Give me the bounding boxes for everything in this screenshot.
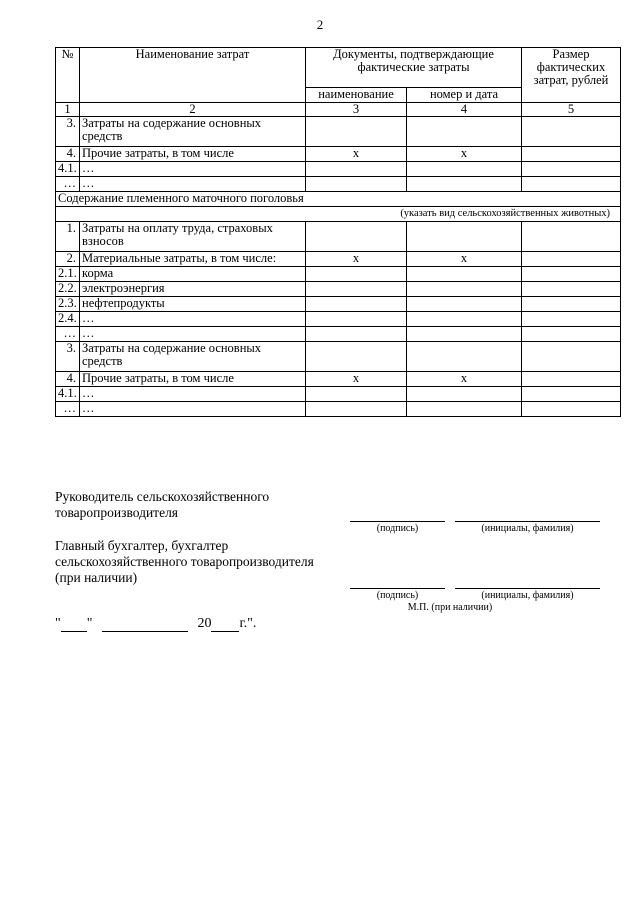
cost-name-cell: … [80, 312, 306, 327]
section-note: (указать вид сельскохозяйственных животных) [56, 207, 621, 222]
document-name-cell [306, 312, 407, 327]
document-number-date-cell: х [407, 252, 522, 267]
date-day-blank [61, 617, 87, 632]
accountant-signature-caption: (подпись) [376, 590, 419, 601]
row-number-cell: … [56, 177, 80, 192]
cost-name-cell: Затраты на содержание основных средств [80, 342, 306, 372]
column-number-5: 5 [522, 103, 621, 117]
amount-cell [522, 267, 621, 282]
column-number-1: 1 [56, 103, 80, 117]
column-number-3: 3 [306, 103, 407, 117]
document-name-cell [306, 282, 407, 297]
table-row [56, 147, 621, 162]
date-month-blank [102, 617, 188, 632]
document-name-cell: х [306, 252, 407, 267]
head-name-line [455, 521, 600, 522]
document-number-date-cell [407, 297, 522, 312]
cost-name-cell: … [80, 177, 306, 192]
amount-cell [522, 402, 621, 417]
cost-name-cell: Прочие затраты, в том числе [80, 372, 306, 387]
row-number-cell: 4.1. [56, 387, 80, 402]
row-number-cell: … [56, 327, 80, 342]
column-number-row [56, 103, 621, 117]
stamp-caption: М.П. (при наличии) [407, 602, 493, 613]
document-name-cell [306, 162, 407, 177]
header-cost-name: Наименование затрат [80, 48, 306, 103]
row-number-cell: 4.1. [56, 162, 80, 177]
table-row [56, 222, 621, 252]
row-number-cell: 3. [56, 342, 80, 372]
head-title-line1: Руководитель сельскохозяйственного [55, 489, 270, 504]
date-quote-open: " [55, 616, 61, 631]
document-number-date-cell [407, 402, 522, 417]
accountant-title-line3: (при наличии) [55, 570, 138, 585]
date-line [55, 616, 256, 632]
document-name-cell [306, 327, 407, 342]
accountant-title-line1: Главный бухгалтер, бухгалтер [55, 538, 229, 553]
cost-name-cell: … [80, 327, 306, 342]
document-number-date-cell [407, 342, 522, 372]
section-title-row [56, 192, 621, 207]
amount-cell [522, 282, 621, 297]
section-title: Содержание племенного маточного поголовья [56, 192, 621, 207]
amount-cell [522, 312, 621, 327]
table-row [56, 387, 621, 402]
accountant-signature-line [350, 588, 445, 589]
section-note-row [56, 207, 621, 222]
cost-name-cell: электроэнергия [80, 282, 306, 297]
document-number-date-cell: х [407, 147, 522, 162]
head-title-line2: товаропроизводителя [55, 505, 179, 520]
accountant-name-line [455, 588, 600, 589]
accountant-name-caption: (инициалы, фамилия) [481, 590, 574, 601]
cost-name-cell: Затраты на содержание основных средств [80, 117, 306, 147]
row-number-cell: 2.1. [56, 267, 80, 282]
row-number-cell: 2.2. [56, 282, 80, 297]
amount-cell [522, 297, 621, 312]
cost-name-cell: … [80, 402, 306, 417]
table-row [56, 117, 621, 147]
accountant-title [55, 538, 314, 586]
row-number-cell: 2. [56, 252, 80, 267]
table-row [56, 402, 621, 417]
page-number: 2 [316, 17, 324, 32]
document-name-cell [306, 117, 407, 147]
amount-cell [522, 117, 621, 147]
row-number-cell: 2.4. [56, 312, 80, 327]
document-number-date-cell: х [407, 372, 522, 387]
head-signature-caption: (подпись) [376, 523, 419, 534]
amount-cell [522, 327, 621, 342]
date-quote-close: " [86, 616, 93, 631]
costs-table [55, 47, 621, 417]
amount-cell [522, 177, 621, 192]
cost-name-cell: Прочие затраты, в том числе [80, 147, 306, 162]
row-number-cell: 1. [56, 222, 80, 252]
document-number-date-cell [407, 222, 522, 252]
header-amount: Размер фактических затрат, рублей [522, 48, 621, 103]
cost-name-cell: Материальные затраты, в том числе: [80, 252, 306, 267]
head-signature-line [350, 521, 445, 522]
amount-cell [522, 387, 621, 402]
document-name-cell: х [306, 372, 407, 387]
amount-cell [522, 162, 621, 177]
accountant-title-line2: сельскохозяйственного товаропроизводителя [55, 554, 314, 569]
document-number-date-cell [407, 177, 522, 192]
document-name-cell [306, 267, 407, 282]
cost-name-cell: корма [80, 267, 306, 282]
date-suffix: г.". [239, 616, 257, 631]
amount-cell [522, 342, 621, 372]
head-name-caption: (инициалы, фамилия) [481, 523, 574, 534]
column-number-2: 2 [80, 103, 306, 117]
table-row [56, 282, 621, 297]
amount-cell [522, 147, 621, 162]
head-title [55, 489, 269, 521]
date-year-prefix: 20 [197, 616, 212, 631]
row-number-cell: 4. [56, 147, 80, 162]
column-number-4: 4 [407, 103, 522, 117]
document-number-date-cell [407, 267, 522, 282]
amount-cell [522, 252, 621, 267]
row-number-cell: 3. [56, 117, 80, 147]
table-row [56, 342, 621, 372]
table-header-row [56, 48, 621, 88]
row-number-cell: 2.3. [56, 297, 80, 312]
table-row [56, 327, 621, 342]
document-number-date-cell [407, 162, 522, 177]
document-name-cell [306, 402, 407, 417]
document-name-cell: х [306, 147, 407, 162]
table-row [56, 267, 621, 282]
date-year-blank [211, 617, 239, 632]
document-number-date-cell [407, 387, 522, 402]
header-document-name: наименование [306, 88, 407, 103]
header-documents: Документы, подтверждающие фактические затраты [306, 48, 522, 88]
document-name-cell [306, 342, 407, 372]
document-name-cell [306, 297, 407, 312]
header-no: № [56, 48, 80, 103]
table-row [56, 162, 621, 177]
cost-name-cell: … [80, 387, 306, 402]
document-number-date-cell [407, 312, 522, 327]
table-row [56, 297, 621, 312]
document-name-cell [306, 387, 407, 402]
document-number-date-cell [407, 282, 522, 297]
cost-name-cell: … [80, 162, 306, 177]
table-row [56, 252, 621, 267]
row-number-cell: 4. [56, 372, 80, 387]
table-row [56, 372, 621, 387]
document-number-date-cell [407, 117, 522, 147]
cost-name-cell: нефтепродукты [80, 297, 306, 312]
table-row [56, 177, 621, 192]
amount-cell [522, 222, 621, 252]
table-row [56, 312, 621, 327]
document-number-date-cell [407, 327, 522, 342]
cost-name-cell: Затраты на оплату труда, страховых взносов [80, 222, 306, 252]
header-document-number-date: номер и дата [407, 88, 522, 103]
row-number-cell: … [56, 402, 80, 417]
document-name-cell [306, 177, 407, 192]
amount-cell [522, 372, 621, 387]
document-name-cell [306, 222, 407, 252]
